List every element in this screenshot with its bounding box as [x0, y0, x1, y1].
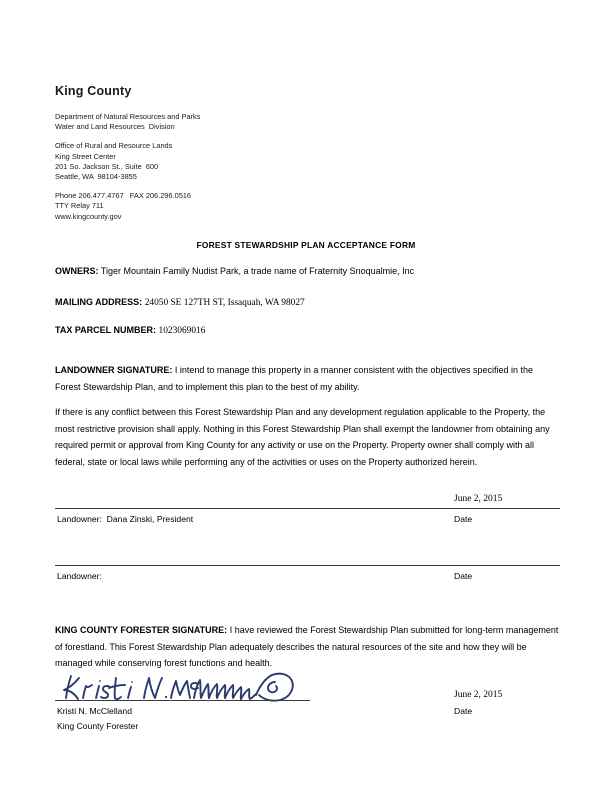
phone-fax-line: Phone 206.477.4767 FAX 206.296.0516 [55, 191, 192, 201]
landowner-signature-label: LANDOWNER SIGNATURE: [55, 365, 173, 375]
owners-field [55, 265, 560, 278]
landowner-date-caption: Date [454, 514, 473, 524]
tax-parcel-label: TAX PARCEL NUMBER: [55, 325, 156, 335]
tty-line: TTY Relay 711 [55, 201, 104, 211]
form-title: FOREST STEWARDSHIP PLAN ACCEPTANCE FORM [196, 240, 416, 250]
contact-block [55, 191, 355, 222]
landowner-name-caption: Landowner: Dana Zinski, President [57, 514, 194, 524]
handwritten-signature [58, 668, 318, 708]
department-line: Department of Natural Resources and Parks [55, 112, 201, 121]
owners-value-text: Tiger Mountain Family Nudist Park, a trade name of Fraternity Snoqualmie, Inc [100, 266, 415, 276]
forester-date-value: June 2, 2015 [454, 690, 503, 700]
mailing-address-label: MAILING ADDRESS: [55, 297, 143, 307]
king-county-logo: King County [55, 84, 132, 98]
office-line: 201 So. Jackson St., Suite 600 [55, 161, 159, 171]
mailing-address-field [55, 296, 560, 310]
office-address-block [55, 141, 355, 182]
forester-signature-paragraph [55, 622, 560, 672]
forester-signature-text: I have reviewed the Forest Stewardship Plan submitted for long-term management of forestland. This Forest Stewardship Plan adequately describes the natural resources of the site and how they will be managed while conserving forest functions and health. [55, 625, 559, 668]
forester-title-caption: King County Forester [57, 721, 139, 731]
landowner-signature-rule [55, 508, 560, 509]
owners-label: OWNERS: [55, 266, 99, 276]
tax-parcel-value: 1023069016 [158, 326, 206, 336]
website-line: www.kingcounty.gov [55, 211, 122, 221]
landowner-date-value: June 2, 2015 [454, 494, 503, 504]
conflict-paragraph: If there is any conflict between this Forest Stewardship Plan and any development regulation applicable to the Property, the most restrictive provision shall apply. Nothing in this Forest Stewardship Plan shall exempt the landowner from obtaining any required permit or approval from King County for any activity or use on the Property. Property owner shall comply with all federal, state or local laws while performing any of the activities or uses on the Property authorized herein. [55, 407, 550, 467]
department-line: Water and Land Resources Division [55, 122, 175, 132]
landowner2-signature-rule [55, 565, 560, 566]
forester-name-caption: Kristi N. McClelland [57, 706, 132, 716]
forester-signature-rule [55, 700, 310, 701]
office-line: Office of Rural and Resource Lands [55, 141, 173, 151]
letterhead [55, 84, 355, 231]
landowner2-name-caption: Landowner: [57, 571, 102, 581]
forester-signature-label: KING COUNTY FORESTER SIGNATURE: [55, 625, 228, 635]
forester-date-caption: Date [454, 706, 473, 716]
landowner-signature-paragraph [55, 362, 560, 395]
office-line: Seattle, WA 98104-3855 [55, 172, 137, 182]
office-line: King Street Center [55, 151, 116, 161]
tax-parcel-field [55, 324, 560, 338]
landowner2-date-caption: Date [454, 571, 473, 581]
landowner-signature-text: I intend to manage this property in a manner consistent with the objectives specified in the Forest Stewardship Plan, and to implement this plan to the best of my ability. [55, 365, 534, 392]
department-block [55, 112, 355, 132]
mailing-address-value: 24050 SE 127TH ST, Issaquah, WA 98027 [144, 298, 305, 308]
